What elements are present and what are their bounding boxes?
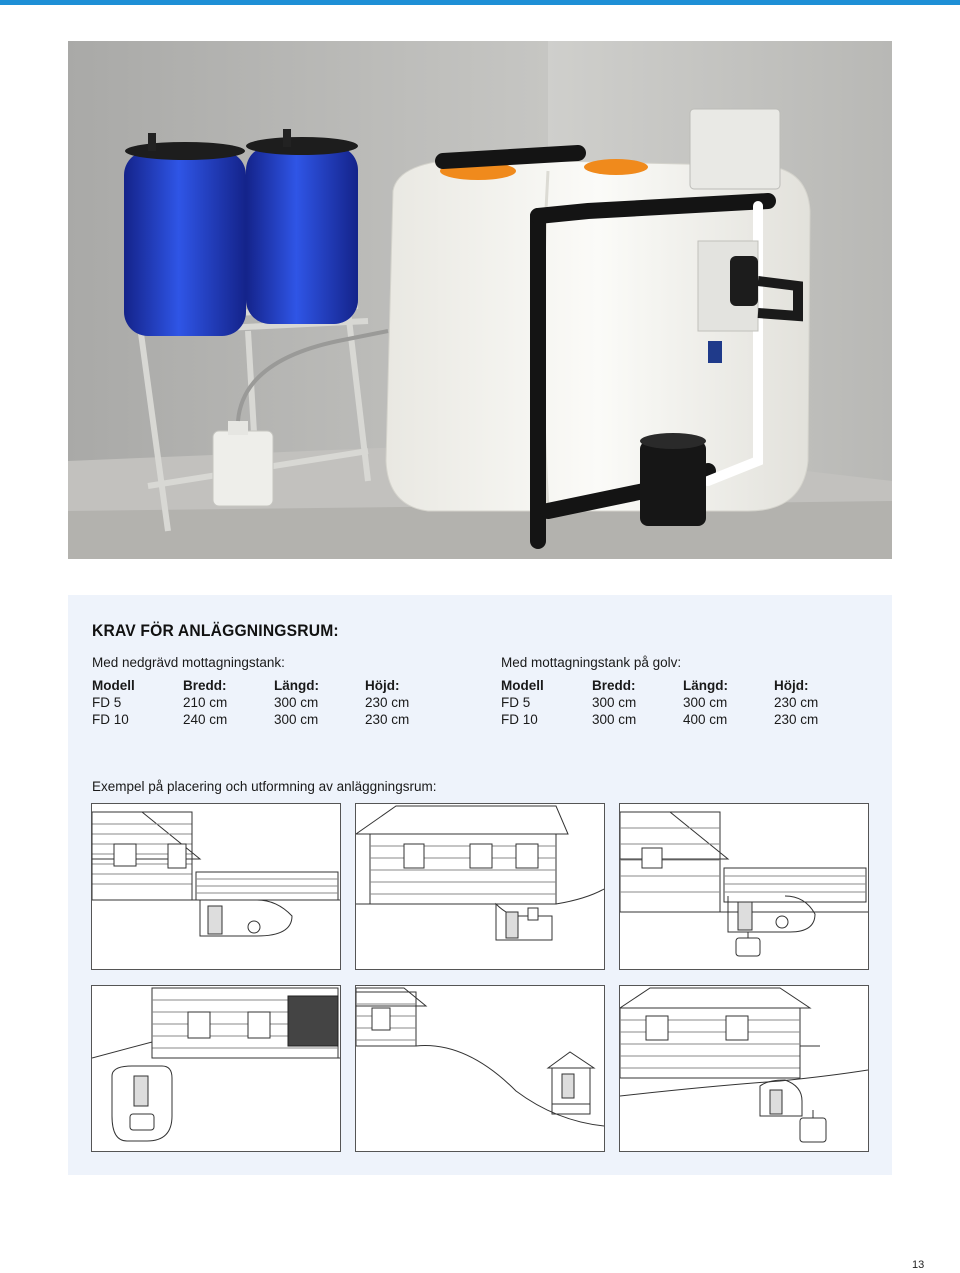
table-cell: 230 cm <box>774 712 819 727</box>
table-cell: 300 cm <box>274 695 319 710</box>
column-header: Bredd: <box>592 678 636 693</box>
placement-sketch-3 <box>619 803 869 970</box>
table-cell: FD 10 <box>92 712 129 727</box>
table-row <box>92 711 425 728</box>
floor-tank-spec-table <box>501 677 834 728</box>
installation-photo <box>68 41 892 559</box>
table-cell: 300 cm <box>592 712 637 727</box>
column-header: Modell <box>92 678 135 693</box>
table-row <box>92 694 425 711</box>
column-header: Bredd: <box>183 678 227 693</box>
column-header: Höjd: <box>365 678 400 693</box>
table-cell: FD 5 <box>501 695 531 710</box>
column-header: Modell <box>501 678 544 693</box>
table-cell: 300 cm <box>274 712 319 727</box>
placement-sketch-4 <box>91 985 341 1152</box>
column-header: Höjd: <box>774 678 809 693</box>
table-cell: 400 cm <box>683 712 728 727</box>
table-row <box>501 694 834 711</box>
table-cell: 230 cm <box>365 695 410 710</box>
table-cell: 230 cm <box>774 695 819 710</box>
table-header-row <box>501 677 834 694</box>
table-cell: FD 5 <box>92 695 122 710</box>
table-row <box>501 711 834 728</box>
placement-sketch-2 <box>355 803 605 970</box>
placement-sketch-5 <box>355 985 605 1152</box>
floor-tank-subheading: Med mottagningstank på golv: <box>501 655 682 670</box>
placement-sketch-1 <box>91 803 341 970</box>
table-cell: 230 cm <box>365 712 410 727</box>
table-cell: 300 cm <box>592 695 637 710</box>
requirements-heading: KRAV FÖR ANLÄGGNINGSRUM: <box>92 621 339 640</box>
column-header: Längd: <box>683 678 728 693</box>
buried-tank-spec-table <box>92 677 425 728</box>
table-cell: 240 cm <box>183 712 228 727</box>
table-cell: FD 10 <box>501 712 538 727</box>
table-header-row <box>92 677 425 694</box>
table-cell: 300 cm <box>683 695 728 710</box>
placement-sketch-6 <box>619 985 869 1152</box>
column-header: Längd: <box>274 678 319 693</box>
table-cell: 210 cm <box>183 695 228 710</box>
top-accent-bar <box>0 0 960 5</box>
page-number: 13 <box>912 1259 925 1271</box>
examples-title: Exempel på placering och utformning av anläggningsrum: <box>92 779 437 794</box>
buried-tank-subheading: Med nedgrävd mottagningstank: <box>92 655 285 670</box>
